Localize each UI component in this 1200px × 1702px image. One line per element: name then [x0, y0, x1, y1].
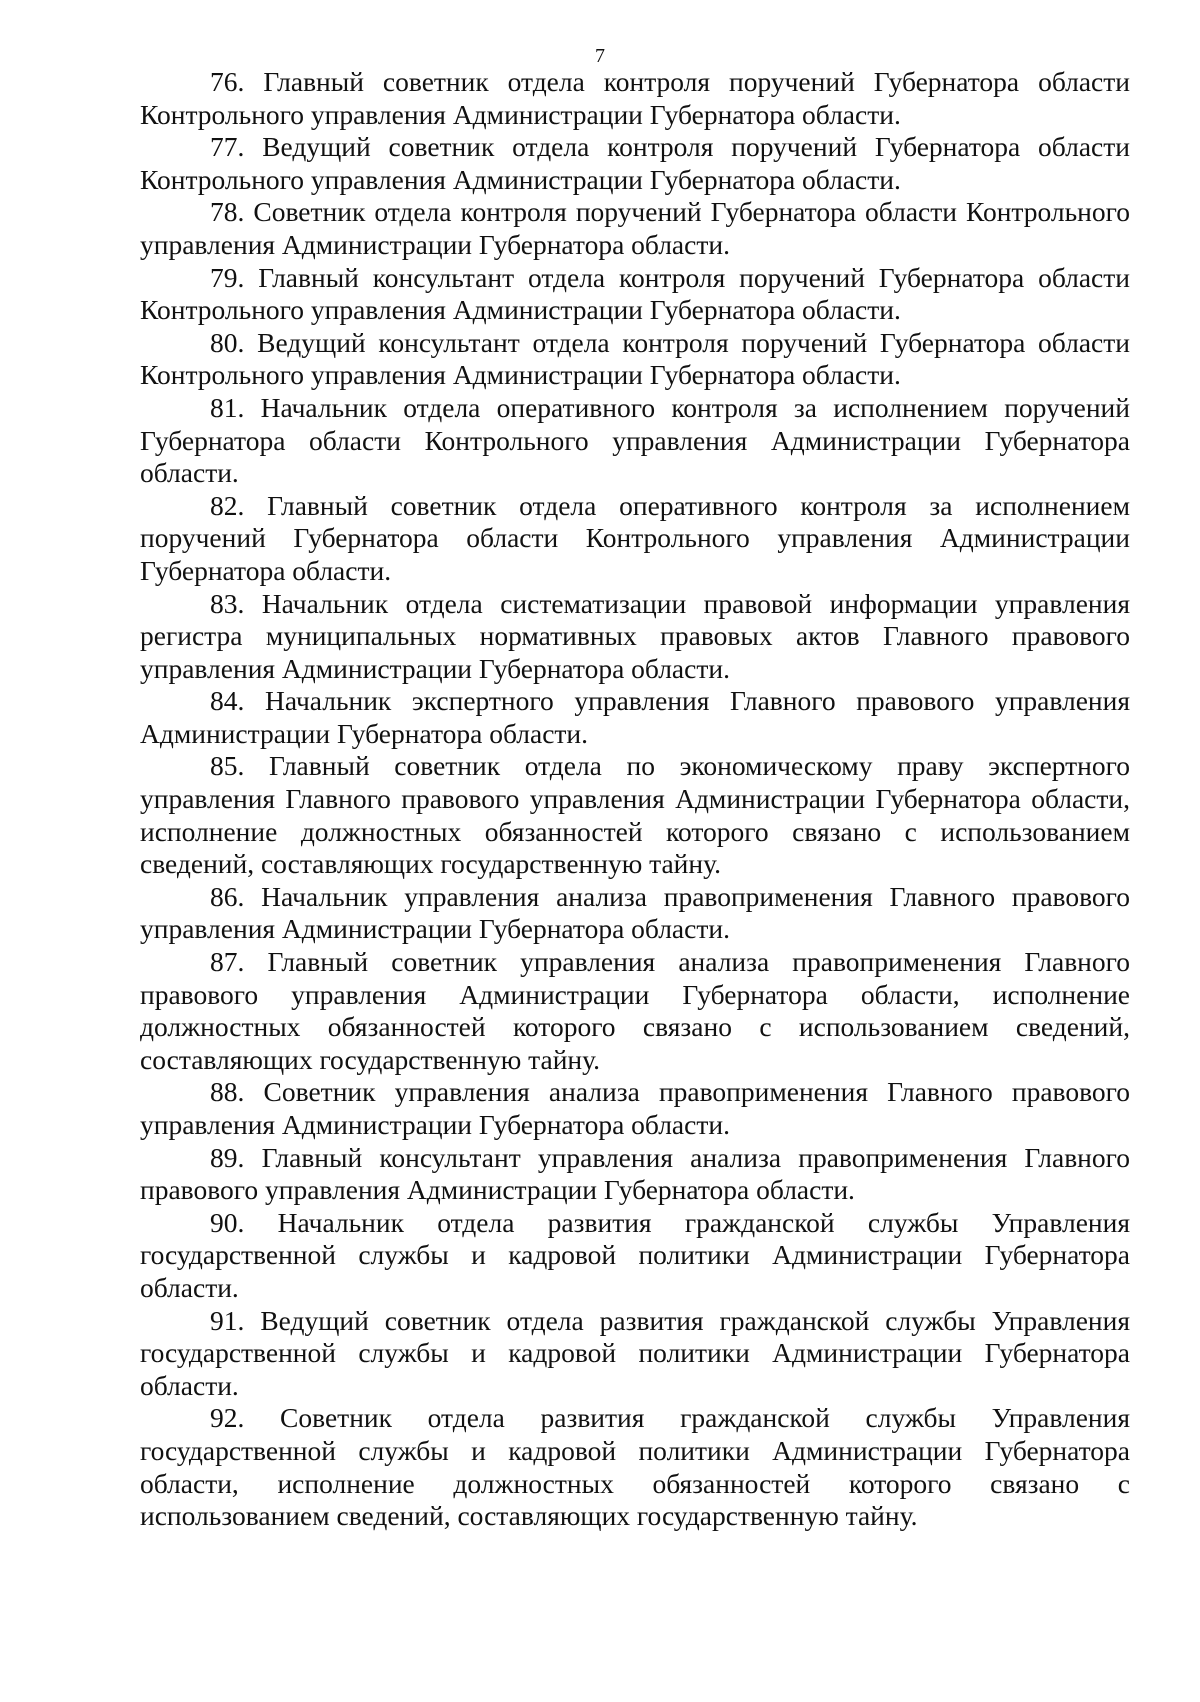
list-item-81: 81. Начальник отдела оперативного контроля за исполнением поручений Губернатора области Контрольного управления Администрации Губернатора области. — [140, 391, 1130, 489]
list-item-88: 88. Советник управления анализа правоприменения Главного правового управления Администрации Губернатора области. — [140, 1076, 1130, 1140]
list-item-80: 80. Ведущий консультант отдела контроля поручений Губернатора области Контрольного управления Администрации Губернатора области. — [140, 326, 1130, 391]
list-item-89: 89. Главный консультант управления анализа правоприменения Главного правового управления Администрации Губернатора области. — [140, 1141, 1130, 1206]
page-number: 7 — [595, 45, 605, 67]
list-item-83: 83. Начальник отдела систематизации правовой информации управления регистра муниципальных нормативных правовых актов Главного правового управления Администрации Губернатора области. — [140, 587, 1130, 684]
list-item-77: 77. Ведущий советник отдела контроля поручений Губернатора области Контрольного управления Администрации Губернатора области. — [140, 131, 1130, 195]
list-item-86: 86. Начальник управления анализа правоприменения Главного правового управления Администрации Губернатора области. — [140, 880, 1130, 945]
list-item-79: 79. Главный консультант отдела контроля поручений Губернатора области Контрольного управления Администрации Губернатора области. — [140, 261, 1130, 326]
list-item-85: 85. Главный советник отдела по экономическому праву экспертного управления Главного правового управления Администрации Губернатора области, исполнение должностных обязанностей которого связано с использованием сведений, составляющих государственную тайну. — [140, 750, 1130, 880]
list-item-84: 84. Начальник экспертного управления Главного правового управления Администрации Губернатора области. — [140, 685, 1130, 749]
document-body — [140, 66, 1130, 1533]
list-item-90: 90. Начальник отдела развития гражданской службы Управления государственной службы и кадровой политики Администрации Губернатора области. — [140, 1206, 1130, 1303]
list-item-82: 82. Главный советник отдела оперативного контроля за исполнением поручений Губернатора области Контрольного управления Администрации Губернатора области. — [140, 489, 1130, 586]
list-item-92: 92. Советник отдела развития гражданской службы Управления государственной службы и кадровой политики Администрации Губернатора области, исполнение должностных обязанностей которого связано с использованием сведений, составляющих государственную тайну. — [140, 1402, 1130, 1532]
list-item-76: 76. Главный советник отдела контроля поручений Губернатора области Контрольного управления Администрации Губернатора области. — [140, 66, 1130, 130]
list-item-91: 91. Ведущий советник отдела развития гражданской службы Управления государственной службы и кадровой политики Администрации Губернатора области. — [140, 1304, 1130, 1401]
list-item-78: 78. Советник отдела контроля поручений Губернатора области Контрольного управления Администрации Губернатора области. — [140, 196, 1130, 260]
list-item-87: 87. Главный советник управления анализа правоприменения Главного правового управления Администрации Губернатора области, исполнение должностных обязанностей которого связано с использованием сведений, составляющих государственную тайну. — [140, 946, 1130, 1075]
